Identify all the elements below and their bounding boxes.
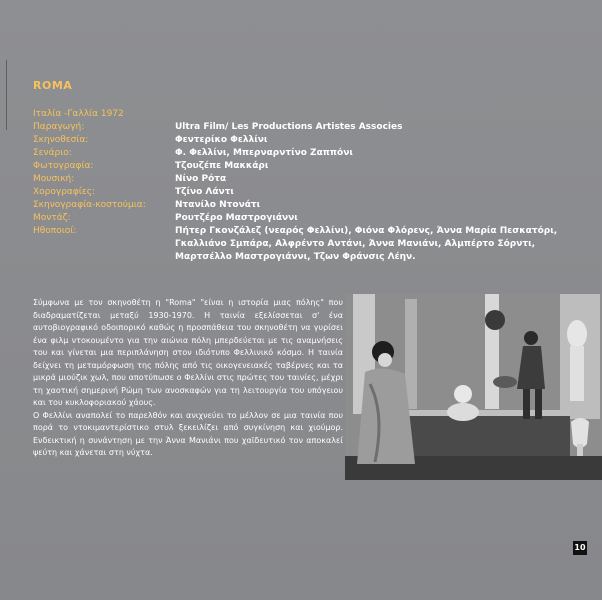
credits-block [33, 108, 593, 264]
credit-row-music [33, 173, 593, 186]
credit-label: Μουσική: [33, 174, 75, 184]
credit-row-editing [33, 212, 593, 225]
origin-row [33, 108, 593, 121]
credit-value: Ρουτζέρο Μαστρογιάννι [175, 213, 298, 223]
credit-row-cast [33, 225, 593, 238]
credit-label: Μοντάζ: [33, 213, 71, 223]
cast-continued-line: Γκαλλιάνο Σμπάρα, Αλφρέντο Αντάνι, Άννα Μανιάνι, Αλμπέρτο Σόρντι, [175, 239, 536, 249]
credit-value: Τζουζέπε Μακκάρι [175, 161, 269, 171]
credit-label: Φωτογραφία: [33, 161, 94, 171]
cast-continued-line: Μαρτσέλλο Μαστρογιάννι, Τζων Φράνσις Λέην. [175, 252, 416, 262]
credit-row-production [33, 121, 593, 134]
credit-label: Σκηνογραφία-κοστούμια: [33, 200, 146, 210]
credit-value: Φ. Φελλίνι, Μπερναρντίνο Ζαππόνι [175, 148, 353, 158]
credit-row-choreography [33, 186, 593, 199]
credit-label: Παραγωγή: [33, 122, 85, 132]
credit-value: Νίνο Ρότα [175, 174, 227, 184]
film-origin: Ιταλία -Γαλλία 1972 [33, 109, 124, 119]
film-title: ROMA [33, 79, 73, 92]
credit-value: Πήτερ Γκονζάλεζ (νεαρός Φελλίνι), Φιόνα Φλόρενς, Άννα Μαρία Πεσκατόρι, [175, 226, 558, 236]
credit-row-design [33, 199, 593, 212]
credit-label: Σενάριο: [33, 148, 72, 158]
synopsis [33, 297, 343, 460]
credit-row-photography [33, 160, 593, 173]
synopsis-paragraph: Ο Φελλίνι αναπολεί το παρελθόν και ανιχνεύει το μέλλον σε μια ταινία που πορά το ντοκιμαντερίστικο στυλ ξεκειλίζει από συγκίνηση και χιούμορ. Ενδεικτική η συνάντηση με την Άννα Μανιάνι που χαϊδευτικό τον αποκαλεί ψεύτη και χάνεται στη νύχτα. [33, 410, 343, 457]
credit-value: Ultra Film/ Les Productions Artistes Associes [175, 122, 403, 132]
credit-value: Τζίνο Λάντι [175, 187, 234, 197]
credit-row-direction [33, 134, 593, 147]
binding-mark [0, 60, 7, 130]
credit-label: Χορογραφίες: [33, 187, 96, 197]
credit-label: Ηθοποιοί: [33, 226, 77, 236]
film-still-photo [345, 294, 602, 480]
credit-row-screenplay [33, 147, 593, 160]
credit-label: Σκηνοθεσία: [33, 135, 89, 145]
synopsis-paragraph: Σύμφωνα με τον σκηνοθέτη η "Roma" "είναι η ιστορία μιας πόλης" που διαδραματίζεται μεταξύ 1930-1970. Η ταινία εξελίσσεται σ' ένα αυτοβιογραφικό οδοιπορικό καθώς η προσπάθεια του σκηνοθέτη να γυρίσει ένα φιλμ ντοκουμέντο για την αιώνια πόλη μπερδεύεται με τις αναμνήσεις του και γίνεται μια περιπλάνηση στον ιδιότυπο Φελλινικό κόσμο. Η ταινία δείχνει τη μεταμόρφωση της πόλης από τις οικογενειακές ταβέρνες και τα μικρά μιούζικ χωλ, που αποτύπωσε ο Φελλίνι στις πρώτες του ταινίες, μέχρι τη χαοτική σημερινή Ρώμη των ανοσκαφών για τη λειτουργία του υπόγειου και του κυκλοφοριακού χάους. [33, 298, 343, 407]
film-still-illustration [345, 294, 602, 480]
page-number: 10 [573, 541, 587, 555]
credit-value: Ντανίλο Ντονάτι [175, 200, 261, 210]
credit-value: Φεντερίκο Φελλίνι [175, 135, 268, 145]
